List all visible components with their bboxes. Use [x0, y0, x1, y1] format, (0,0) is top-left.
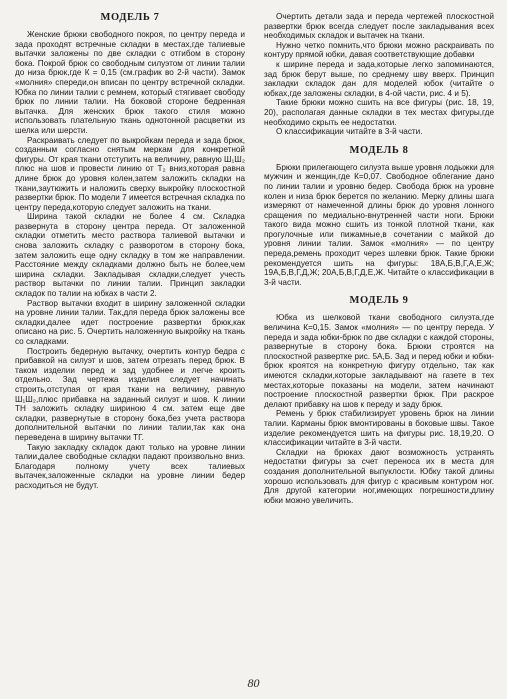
model-7-paragraph: Раскраивать следует по выкройкам переда и зада брюк, созданным согласно снятым меркам для конкретной фигуры. От края ткани отступить на величину, равную Ш₁Ш₂ плюс на шов и провести линию от Т₂ вниз,которая равна длине брюк до уровня колен,затем заложить складки на ткани,заутюжить и наложить сверху выкройку плоскостной развертки брюк. По модели 7 имеется встречная складка по центру переда,которую следует заложить на ткани. — [15, 135, 245, 212]
model-7-paragraph: Ширина такой складки не более 4 см. Складка развернута в сторону центра переда. От заложенной складки отметить место раствора талиевой вытачки и снова заложить складку с разворотом в сторону бока, затем заложить еще одну складку в том же направлении. Расстояние между складками должно быть не более,чем ширина складки. Закладывая складки,следует учесть раствор вытачки по линии талии. Принцип закладки складок по талии на юбках в части 2. — [15, 212, 245, 299]
model-9-paragraph: Складки на брюках дают возможность устранять недостатки фигуры за счет переноса их в места для создания дополнительной выпуклости. Юбку такой длины хорошо использовать для фигур с красивым контуром ног. Для другой категории ног,имеющих погрешности,длину юбки можно увеличить. — [264, 447, 494, 505]
model-7-paragraph: Такую закладку складок дают только на уровне линии талии,далее свободные складки падают произвольно вниз. Благодаря полному учету всех талиевых вытачек,заложенные складки на уровне линии бедер расходиться не будут. — [15, 442, 245, 490]
model-9-paragraph: Юбка из шелковой ткани свободного силуэта,где величина К=0,15. Замок «молния» — по центру переда. У переда и зада юбки-брюк по две складки с каждой стороны, развернутые в сторону бока. Брюки строятся на плоскостной развертке рис. 5А,Б. Зад и перед юбки и юбки-брюк кроятся на конкретную фигуру отдельно, так как имеются складки,которые закладывают на газете в тех местах,которые показаны на модели, затем начинают построение плоскостной развертки брюк. При раскрое делают прибавку на шов к переду и заду брюк. — [264, 313, 494, 409]
model-9-paragraph: Ремень у брюк стабилизирует уровень брюк на линии талии. Карманы брюк вмонтированы в боковые швы. Такое изделие рекомендуется шить на фигуры рис. 18,19,20. О классификации читайте в 3-й части. — [264, 409, 494, 448]
right-column — [264, 12, 494, 505]
intro-paragraph: Такие брюки можно сшить на все фигуры (рис. 18, 19, 20), располагая данные складки в тех местах фигуры,где необходимо скрыть ее недостатки. — [264, 98, 494, 127]
page-number: 80 — [247, 676, 260, 690]
intro-paragraph: Очертить детали зада и переда чертежей плоскостной развертки брюк всегда следует после закладывания всех необходимых складок и вытачек на ткани. — [264, 12, 494, 41]
model-7-heading: МОДЕЛЬ 7 — [100, 12, 160, 23]
model-7-paragraph: Женские брюки свободного покроя, по центру переда и зада проходят встречные складки в местах,где талиевые вытачки заложены по две складки с отгибом в сторону бока. Покрой брюк со свободным силуэтом от линии талии до низа брюк,где К = 0,15 (см.график во 2-й части). Замок «молния» спереди,он вписан по центру встречной складки. Юбка по линии талии с ремнем, который стягивает свободу брюк по линии талии. На боковой стороне бедренная вытачка. Для женских брюк такого стиля можно использовать плательную ткань однотонной расцветки из шелка или шерсти. — [15, 30, 245, 135]
model-8-heading: МОДЕЛЬ 8 — [349, 144, 409, 156]
intro-paragraph: к ширине переда и зада,которые легко запоминаются, зад брюк берут выше, по среднему шву вверх. Принцип закладки складок дан для моделей юбок (читайте о юбках,где заложены складки, в 4-ой части, рис. 4 и 5). — [264, 59, 494, 98]
left-column — [15, 12, 245, 491]
model-7-paragraph: Раствор вытачки входит в ширину заложенной складки на уровне линии талии. Так,для переда брюк заложены все складки,далее идет построение развертки брюк,как описано на рис. 5. Очертить наложенную выкройку на ткань со складками. — [15, 298, 245, 346]
model-8-paragraph: Брюки прилегающего силуэта выше уровня лодыжки для мужчин и женщин,где К=0,07. Свободное облегание дано по линии талии и уровню бедер. Свобода брюк на уровне колен и низа брюк берется по желанию. Мерку длины шага измеряют от намеченной длины брюк до уровня лонного сращения по медиально-внутренней части ноги. Брюки такого вида можно сшить из тонкой плотной ткани, как прогулочные или пижамные,в сочетании с майкой до уровня линии талии. Замок «молния» — по центру переда,ремень проходит через шлевки брюк. Такие брюки рекомендуется шить на фигуры: 18А,Б,В,Г,А,Е,Ж; 19А,Б,В,Г,Д,Ж; 20А,Б,В,Г,Д,Е,Ж. Читайте о классификации в 3-й части. — [264, 162, 494, 287]
model-7-paragraph: Построить бедерную вытачку, очертить контур бедра с прибавкой на силуэт и шов, затем отрезать перед брюк. В таком изделии перед и зад удобнее и легче кроить отдельно. Зад чертежа изделия следует начинать строить,отступая от края ткани на величину, равную Ш₁Ш₂,плюс прибавка на заданный силуэт и шов. К линии ТН заложить складку шириною 4 см. затем еще две складки, развернутые в сторону бока,без учета раствора дополнительной вытачки по линии талии,так как она переведена в ширину вытачки ТГ. — [15, 346, 245, 442]
intro-paragraph: Нужно четко помнить,что брюки можно раскраивать по контуру прямой юбки, давая соответствующие добавки — [264, 40, 494, 60]
intro-paragraph: О классификации читайте в 3-й части. — [276, 127, 423, 137]
model-9-heading: МОДЕЛЬ 9 — [349, 295, 409, 307]
